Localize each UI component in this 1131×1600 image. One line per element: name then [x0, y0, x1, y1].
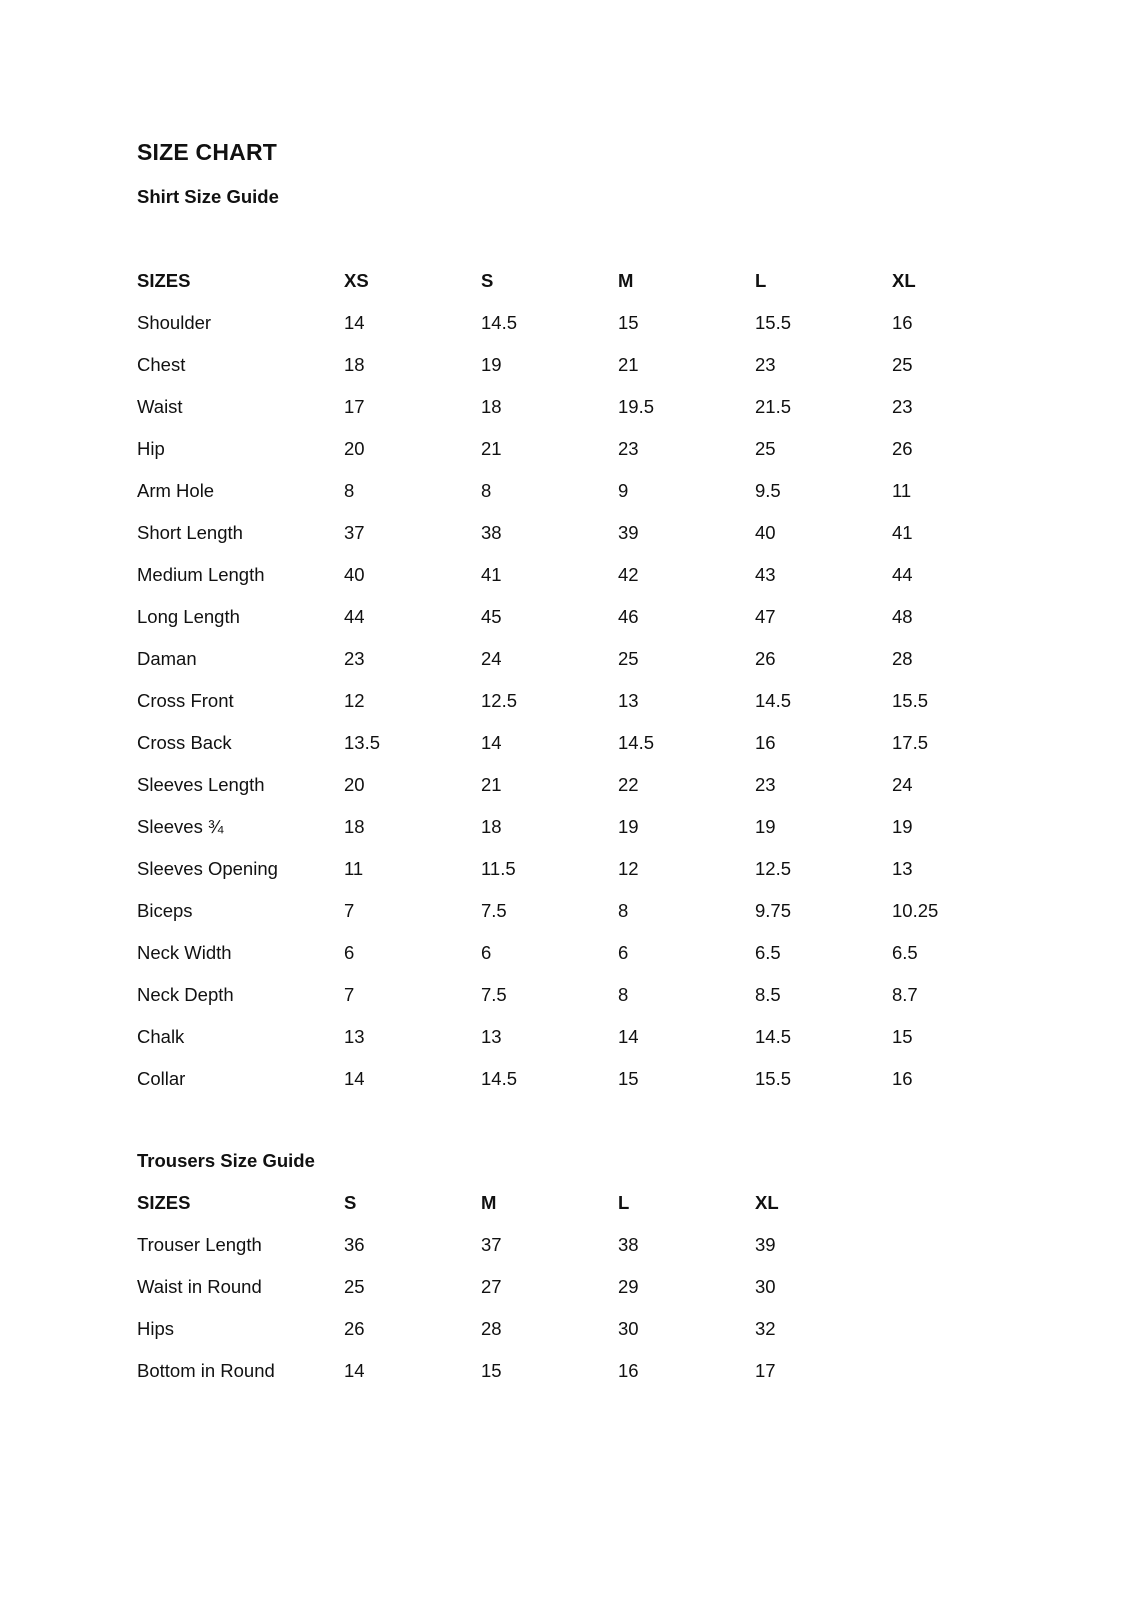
measurement-label-cell: Sleeves Opening: [137, 858, 278, 879]
measurement-value-cell: 18: [344, 354, 365, 375]
measurement-value-cell: 38: [481, 522, 502, 543]
measurement-label-cell: Hip: [137, 438, 165, 459]
measurement-value-cell: 16: [892, 312, 913, 333]
table-row: [137, 984, 1037, 1010]
table-row: [137, 1276, 1037, 1302]
measurement-label-cell: Waist in Round: [137, 1276, 262, 1297]
measurement-value-cell: 21: [481, 774, 502, 795]
table-row: [137, 690, 1037, 716]
measurement-label-cell: Arm Hole: [137, 480, 215, 501]
table-row: [137, 648, 1037, 674]
table-header-row: [137, 270, 1037, 296]
table-row: [137, 858, 1037, 884]
measurement-value-cell: 11: [892, 480, 912, 501]
measurement-value-cell: 16: [755, 732, 776, 753]
measurement-value-cell: 39: [755, 1234, 776, 1255]
measurement-value-cell: 19.5: [618, 396, 655, 417]
measurement-value-cell: 42: [618, 564, 639, 585]
measurement-value-cell: 17: [344, 396, 365, 417]
measurement-value-cell: 7: [344, 900, 355, 921]
size-header-cell: S: [344, 1192, 357, 1213]
measurement-value-cell: 8: [344, 480, 355, 501]
size-header-cell: M: [618, 270, 634, 291]
measurement-value-cell: 10.25: [892, 900, 939, 921]
measurement-value-cell: 47: [755, 606, 776, 627]
size-header-cell: M: [481, 1192, 497, 1213]
measurement-value-cell: 19: [481, 354, 502, 375]
measurement-value-cell: 14.5: [481, 312, 518, 333]
measurement-value-cell: 18: [344, 816, 365, 837]
measurement-label-cell: Daman: [137, 648, 197, 669]
measurement-value-cell: 15.5: [892, 690, 929, 711]
measurement-value-cell: 20: [344, 774, 365, 795]
size-header-cell: L: [755, 270, 767, 291]
measurement-label-cell: Long Length: [137, 606, 240, 627]
measurement-value-cell: 14.5: [755, 690, 792, 711]
measurement-value-cell: 15: [618, 312, 639, 333]
measurement-value-cell: 22: [618, 774, 639, 795]
measurement-value-cell: 13.5: [344, 732, 381, 753]
measurement-value-cell: 21: [481, 438, 502, 459]
size-header-cell: S: [481, 270, 494, 291]
measurement-value-cell: 41: [892, 522, 913, 543]
measurement-value-cell: 32: [755, 1318, 776, 1339]
table-row: [137, 1318, 1037, 1344]
measurement-value-cell: 17: [755, 1360, 776, 1381]
measurement-value-cell: 14.5: [618, 732, 655, 753]
measurement-value-cell: 15.5: [755, 312, 792, 333]
measurement-value-cell: 13: [344, 1026, 365, 1047]
size-header-cell: XS: [344, 270, 369, 291]
table-row: [137, 900, 1037, 926]
measurement-value-cell: 48: [892, 606, 913, 627]
measurement-value-cell: 19: [892, 816, 913, 837]
measurement-value-cell: 26: [892, 438, 913, 459]
measurement-value-cell: 23: [344, 648, 365, 669]
table-row: [137, 942, 1037, 968]
table-row: [137, 354, 1037, 380]
measurement-value-cell: 7: [344, 984, 355, 1005]
measurement-label-cell: Cross Back: [137, 732, 232, 753]
measurement-value-cell: 14: [344, 1360, 365, 1381]
measurement-value-cell: 37: [344, 522, 365, 543]
table-row: [137, 732, 1037, 758]
measurement-value-cell: 11.5: [481, 858, 516, 879]
measurement-value-cell: 28: [481, 1318, 502, 1339]
measurement-value-cell: 14.5: [755, 1026, 792, 1047]
measurement-value-cell: 8.5: [755, 984, 781, 1005]
measurement-value-cell: 6.5: [755, 942, 781, 963]
trousers-section-title: Trousers Size Guide: [137, 1150, 315, 1171]
header-label-cell: SIZES: [137, 1192, 191, 1213]
measurement-value-cell: 38: [618, 1234, 639, 1255]
measurement-value-cell: 9.5: [755, 480, 781, 501]
measurement-label-cell: Sleeves ¾: [137, 816, 224, 837]
measurement-value-cell: 23: [618, 438, 639, 459]
measurement-value-cell: 12: [618, 858, 639, 879]
measurement-value-cell: 19: [755, 816, 776, 837]
measurement-label-cell: Chest: [137, 354, 186, 375]
measurement-value-cell: 23: [755, 774, 776, 795]
table-row: [137, 816, 1037, 842]
measurement-label-cell: Neck Depth: [137, 984, 234, 1005]
measurement-value-cell: 40: [755, 522, 776, 543]
measurement-value-cell: 19: [618, 816, 639, 837]
measurement-value-cell: 25: [344, 1276, 365, 1297]
table-row: [137, 1026, 1037, 1052]
measurement-value-cell: 29: [618, 1276, 639, 1297]
table-row: [137, 312, 1037, 338]
measurement-label-cell: Chalk: [137, 1026, 185, 1047]
table-header-row: [137, 1192, 1037, 1218]
measurement-value-cell: 13: [481, 1026, 502, 1047]
measurement-value-cell: 14: [344, 312, 365, 333]
measurement-value-cell: 36: [344, 1234, 365, 1255]
measurement-value-cell: 14: [344, 1068, 365, 1089]
measurement-label-cell: Collar: [137, 1068, 186, 1089]
document-title: SIZE CHART: [137, 139, 277, 165]
measurement-value-cell: 23: [755, 354, 776, 375]
measurement-label-cell: Biceps: [137, 900, 193, 921]
shirt-section-title: Shirt Size Guide: [137, 186, 279, 207]
measurement-value-cell: 15.5: [755, 1068, 792, 1089]
measurement-value-cell: 6.5: [892, 942, 918, 963]
measurement-value-cell: 23: [892, 396, 913, 417]
measurement-value-cell: 30: [618, 1318, 639, 1339]
measurement-value-cell: 13: [618, 690, 639, 711]
measurement-value-cell: 41: [481, 564, 502, 585]
measurement-value-cell: 8: [618, 984, 629, 1005]
measurement-value-cell: 44: [344, 606, 365, 627]
measurement-value-cell: 20: [344, 438, 365, 459]
measurement-value-cell: 24: [481, 648, 502, 669]
measurement-value-cell: 8: [618, 900, 629, 921]
table-row: [137, 564, 1037, 590]
measurement-value-cell: 7.5: [481, 900, 507, 921]
measurement-value-cell: 12: [344, 690, 365, 711]
measurement-value-cell: 43: [755, 564, 776, 585]
size-header-cell: XL: [892, 270, 916, 291]
table-row: [137, 774, 1037, 800]
measurement-value-cell: 37: [481, 1234, 502, 1255]
measurement-value-cell: 25: [618, 648, 639, 669]
table-row: [137, 1068, 1037, 1094]
measurement-value-cell: 8: [481, 480, 492, 501]
size-header-cell: L: [618, 1192, 630, 1213]
size-header-cell: XL: [755, 1192, 779, 1213]
measurement-label-cell: Neck Width: [137, 942, 232, 963]
measurement-value-cell: 46: [618, 606, 639, 627]
table-row: [137, 1360, 1037, 1386]
table-row: [137, 396, 1037, 422]
table-row: [137, 606, 1037, 632]
table-row: [137, 438, 1037, 464]
measurement-value-cell: 14: [618, 1026, 639, 1047]
measurement-label-cell: Waist: [137, 396, 183, 417]
measurement-label-cell: Bottom in Round: [137, 1360, 275, 1381]
table-row: [137, 522, 1037, 548]
measurement-value-cell: 18: [481, 816, 502, 837]
measurement-value-cell: 15: [618, 1068, 639, 1089]
measurement-value-cell: 16: [618, 1360, 639, 1381]
measurement-label-cell: Cross Front: [137, 690, 234, 711]
measurement-label-cell: Short Length: [137, 522, 243, 543]
measurement-label-cell: Shoulder: [137, 312, 212, 333]
measurement-value-cell: 17.5: [892, 732, 929, 753]
measurement-value-cell: 26: [344, 1318, 365, 1339]
measurement-value-cell: 45: [481, 606, 502, 627]
measurement-value-cell: 25: [755, 438, 776, 459]
measurement-value-cell: 21.5: [755, 396, 792, 417]
header-label-cell: SIZES: [137, 270, 191, 291]
measurement-label-cell: Trouser Length: [137, 1234, 262, 1255]
measurement-value-cell: 21: [618, 354, 639, 375]
measurement-value-cell: 11: [344, 858, 364, 879]
measurement-value-cell: 9.75: [755, 900, 792, 921]
measurement-value-cell: 39: [618, 522, 639, 543]
measurement-value-cell: 28: [892, 648, 913, 669]
measurement-value-cell: 40: [344, 564, 365, 585]
measurement-value-cell: 12.5: [755, 858, 792, 879]
measurement-value-cell: 16: [892, 1068, 913, 1089]
measurement-value-cell: 24: [892, 774, 913, 795]
measurement-value-cell: 18: [481, 396, 502, 417]
measurement-value-cell: 13: [892, 858, 913, 879]
measurement-value-cell: 44: [892, 564, 913, 585]
table-row: [137, 1234, 1037, 1260]
measurement-value-cell: 6: [344, 942, 355, 963]
measurement-value-cell: 12.5: [481, 690, 518, 711]
measurement-value-cell: 30: [755, 1276, 776, 1297]
measurement-label-cell: Medium Length: [137, 564, 265, 585]
measurement-value-cell: 6: [481, 942, 492, 963]
measurement-value-cell: 9: [618, 480, 629, 501]
table-row: [137, 480, 1037, 506]
measurement-value-cell: 15: [892, 1026, 913, 1047]
measurement-value-cell: 15: [481, 1360, 502, 1381]
measurement-value-cell: 6: [618, 942, 629, 963]
measurement-value-cell: 8.7: [892, 984, 918, 1005]
measurement-label-cell: Hips: [137, 1318, 175, 1339]
measurement-value-cell: 25: [892, 354, 913, 375]
measurement-value-cell: 7.5: [481, 984, 507, 1005]
measurement-value-cell: 27: [481, 1276, 502, 1297]
measurement-value-cell: 14.5: [481, 1068, 518, 1089]
measurement-label-cell: Sleeves Length: [137, 774, 265, 795]
measurement-value-cell: 14: [481, 732, 502, 753]
measurement-value-cell: 26: [755, 648, 776, 669]
